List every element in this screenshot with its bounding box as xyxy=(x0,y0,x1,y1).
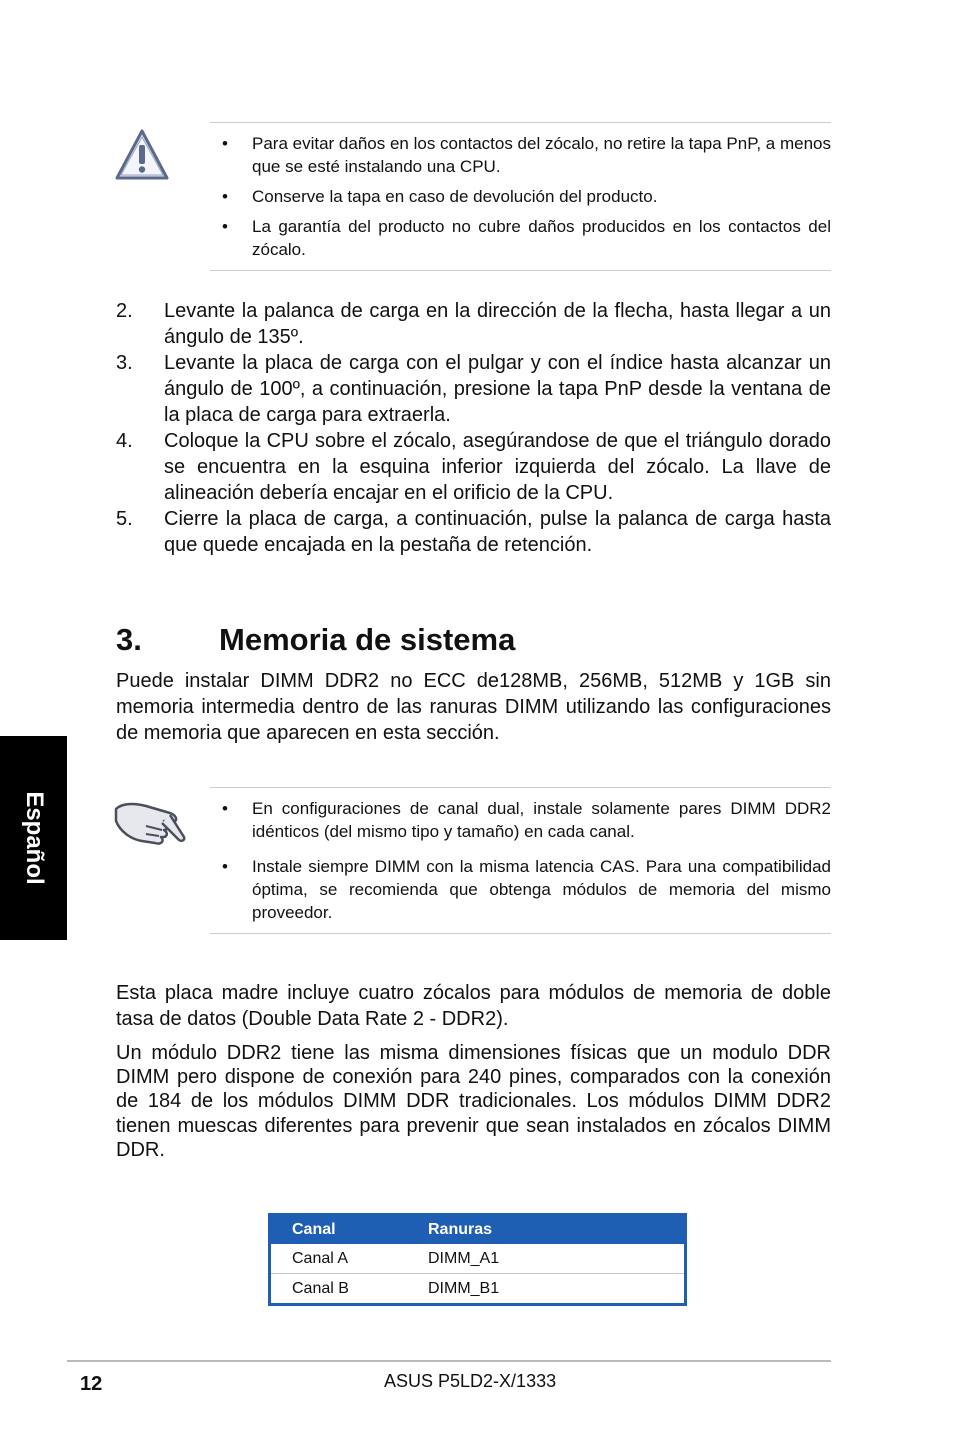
step-item: 5. Cierre la placa de carga, a continuación, pulse la palanca de carga hasta que quede encajada en la pestaña de retención. xyxy=(116,508,831,556)
caution-item: • Para evitar daños en los contactos del zócalo, no retire la tapa PnP, a menos que se esté instalando una CPU. xyxy=(222,134,831,176)
footer-divider xyxy=(67,1360,831,1362)
table-cell: Canal A xyxy=(292,1249,349,1267)
channel-table xyxy=(268,1213,687,1306)
language-side-tab xyxy=(0,736,67,940)
side-tab-label: Español xyxy=(20,791,48,885)
footer-model-name: ASUS P5LD2-X/1333 xyxy=(384,1371,557,1391)
intro-paragraph: Puede instalar DIMM DDR2 no ECC de128MB, 256MB, 512MB y 1GB sin memoria intermedia dentro de las ranuras DIMM utilizando las configuraciones de memoria que aparecen en esta sección. xyxy=(116,670,831,744)
pointing-hand-icon xyxy=(112,793,188,849)
page-number: 12 xyxy=(80,1373,103,1395)
caution-item: • La garantía del producto no cubre daños producidos en los contactos del zócalo. xyxy=(222,217,831,259)
table-row xyxy=(271,1244,684,1273)
column-header-canal: Canal xyxy=(292,1221,336,1238)
table-cell: DIMM_A1 xyxy=(428,1249,500,1267)
step-item: 2. Levante la palanca de carga en la dirección de la flecha, hasta llegar a un ángulo de 135º. xyxy=(116,300,831,348)
note-item: • En configuraciones de canal dual, instale solamente pares DIMM DDR2 idénticos (del mismo tipo y tamaño) en cada canal. xyxy=(222,799,831,841)
warning-triangle-icon xyxy=(114,128,170,182)
body-paragraph-1: Esta placa madre incluye cuatro zócalos para módulos de memoria de doble tasa de datos (Double Data Rate 2 - DDR2). xyxy=(116,982,831,1030)
caution-item: • Conserve la tapa en caso de devolución del producto. xyxy=(222,187,658,206)
step-item: 4. Coloque la CPU sobre el zócalo, asegúrandose de que el triángulo dorado se encuentra en la esquina inferior izquierda del zócalo. La llave de alineación debería encajar en el orificio de la CPU. xyxy=(116,430,831,504)
column-header-ranuras: Ranuras xyxy=(428,1221,493,1238)
table-row xyxy=(271,1273,684,1303)
step-item: 3. Levante la placa de carga con el pulgar y con el índice hasta alcanzar un ángulo de 100º, a continuación, presione la tapa PnP desde la ventana de la placa de carga para extraerla. xyxy=(116,352,831,426)
section-title: 3. Memoria de sistema xyxy=(116,622,516,657)
steps-list xyxy=(116,298,831,558)
table-cell: DIMM_B1 xyxy=(428,1279,500,1297)
table-cell: Canal B xyxy=(292,1279,349,1297)
table-header-row xyxy=(271,1216,684,1244)
note-item: • Instale siempre DIMM con la misma latencia CAS. Para una compatibilidad óptima, se recomienda que obtenga módulos de memoria del mismo proveedor. xyxy=(222,857,831,922)
body-paragraph-2: Un módulo DDR2 tiene las misma dimensiones físicas que un modulo DDR DIMM pero dispone de conexión para 240 pines, comparados con la conexión de 184 de los módulos DIMM DDR tradicionales. Los módulos DIMM DDR2 tienen muescas diferentes para prevenir que sean instalados en zócalos DIMM DDR. xyxy=(116,1042,831,1161)
note-box xyxy=(210,787,831,934)
caution-box xyxy=(210,122,831,271)
